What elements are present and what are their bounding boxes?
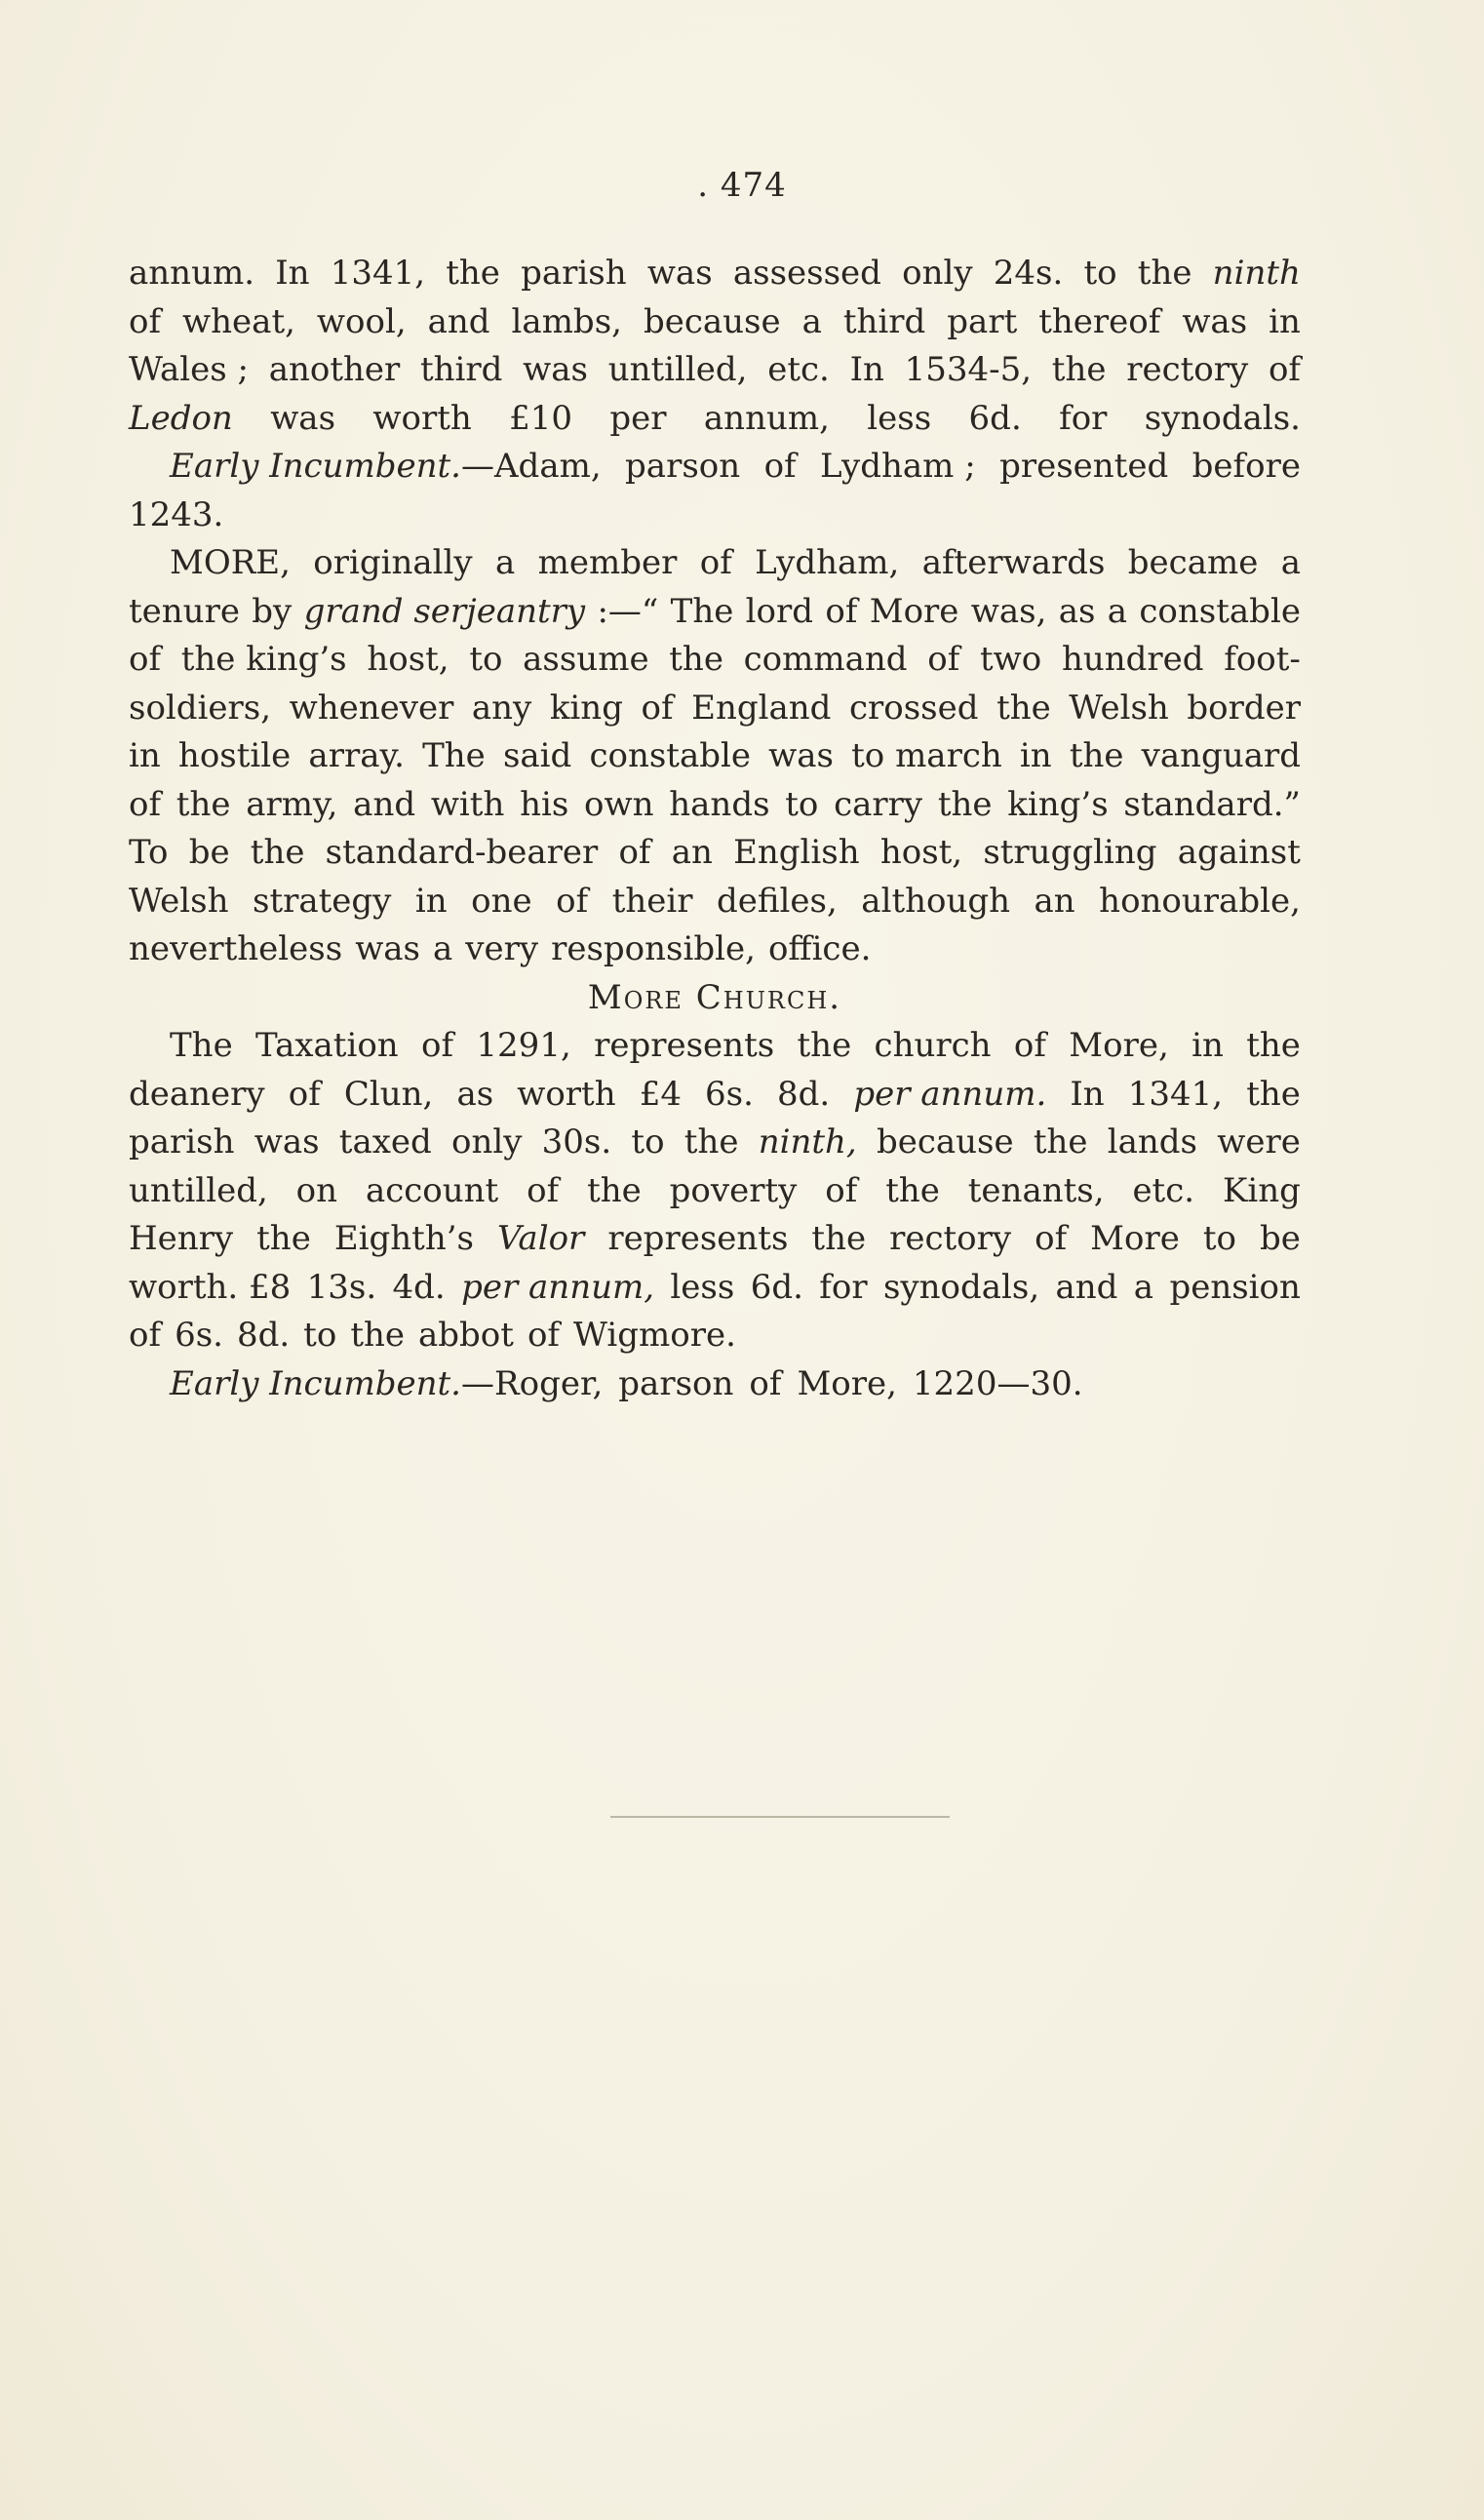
text-line: The Taxation of 1291, represents the church of More, in the	[170, 1026, 1301, 1065]
early-incumbent-label: Early Incumbent.	[170, 447, 461, 486]
text-line: Early Incumbent.—Adam, parson of Lydham ; presented before	[170, 447, 1301, 486]
end-rule	[610, 1816, 950, 1818]
text-line: nevertheless was a very responsible, office.	[129, 929, 872, 968]
page-number: . 474	[697, 166, 787, 205]
text-line: untilled, on account of the poverty of the tenants, etc. King	[129, 1170, 1301, 1210]
text-line: in hostile array. The said constable was to march in the vanguard	[129, 736, 1301, 775]
text-line: of the army, and with his own hands to carry the king’s standard.”	[129, 784, 1301, 824]
text-line: annum. In 1341, the parish was assessed only 24s. to the ninth	[129, 254, 1301, 293]
text-line: To be the standard-bearer of an English host, struggling against	[129, 833, 1301, 872]
text-line: Wales ; another third was untilled, etc. In 1534-5, the rectory of	[129, 350, 1301, 389]
text-line: soldiers, whenever any king of England crossed the Welsh border	[129, 688, 1301, 728]
text-line: MORE, originally a member of Lydham, afterwards became a	[170, 543, 1301, 582]
text-line: of 6s. 8d. to the abbot of Wigmore.	[129, 1316, 736, 1355]
text-line: Early Incumbent.—Roger, parson of More, 1220—30.	[170, 1363, 1083, 1403]
early-incumbent-label: Early Incumbent.	[170, 1363, 461, 1403]
text-line: of the king’s host, to assume the command of two hundred foot-	[129, 640, 1301, 679]
body-text	[129, 250, 1301, 1408]
text-line: Henry the Eighth’s Valor represents the rectory of More to be	[129, 1219, 1301, 1258]
text-line: Ledon was worth £10 per annum, less 6d. for synodals.	[129, 398, 1301, 438]
section-heading: More Church.	[587, 977, 842, 1017]
text-line: deanery of Clun, as worth £4 6s. 8d. per annum. In 1341, the	[129, 1074, 1301, 1114]
text-line: parish was taxed only 30s. to the ninth, because the lands were	[129, 1122, 1301, 1162]
text-line: Welsh strategy in one of their defiles, although an honourable,	[129, 881, 1301, 921]
text-line: 1243.	[129, 494, 224, 534]
text-line: tenure by grand serjeantry :—“ The lord of More was, as a constable	[129, 591, 1301, 631]
text-line: of wheat, wool, and lambs, because a third part thereof was in	[129, 301, 1301, 341]
text-line: worth. £8 13s. 4d. per annum, less 6d. for synodals, and a pension	[129, 1267, 1301, 1307]
